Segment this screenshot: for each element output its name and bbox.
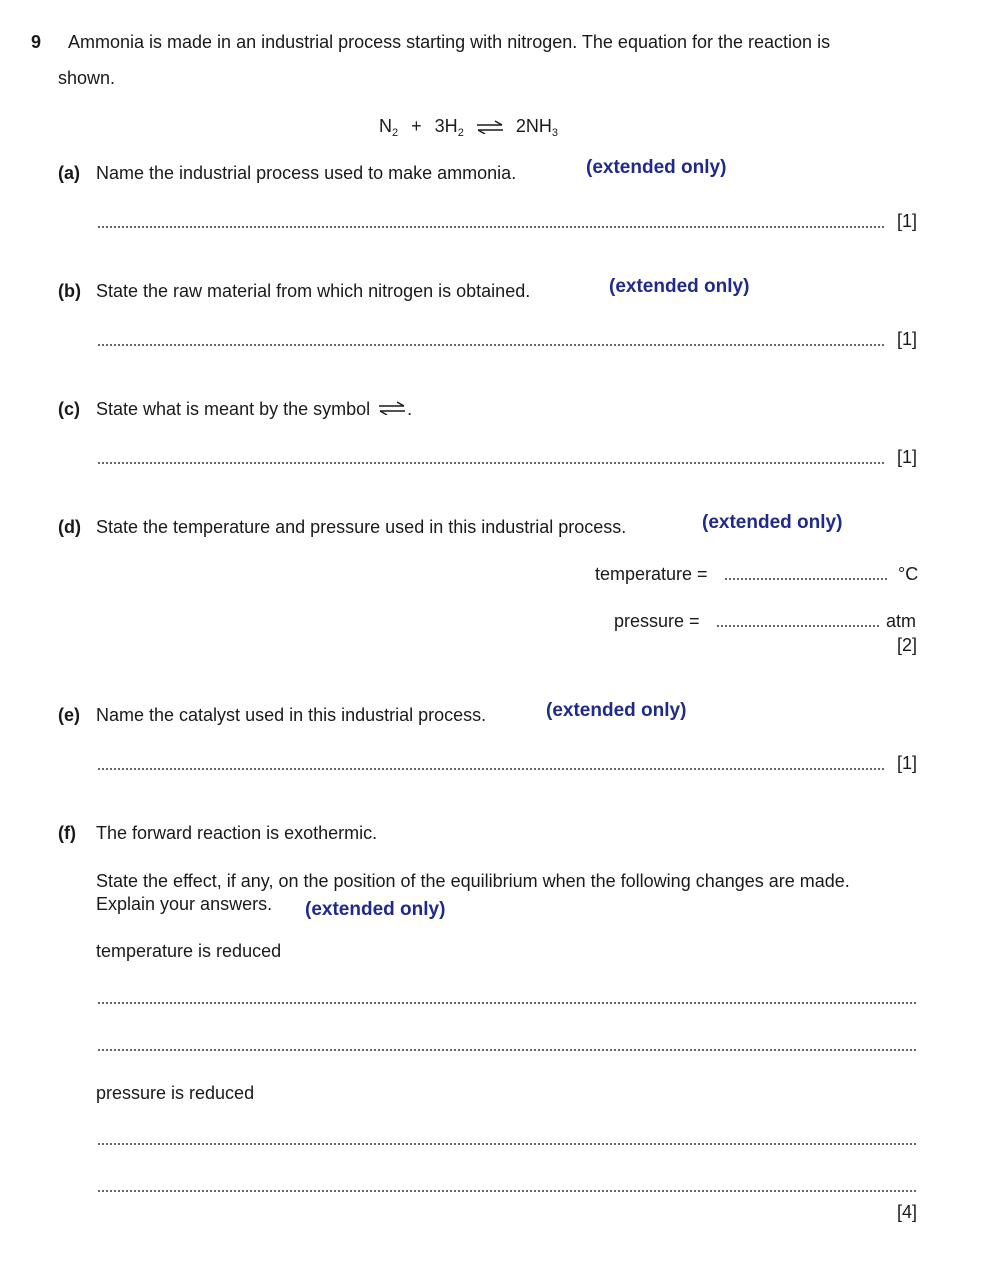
part-b-answer-line[interactable]: [97, 344, 884, 346]
part-e-mark: [1]: [897, 753, 918, 773]
question-number: 9: [31, 32, 42, 52]
part-f-instruction-line1: State the effect, if any, on the position of the equilibrium when the following changes are made.: [96, 871, 850, 891]
plus-sign: +: [411, 116, 422, 136]
temperature-answer-line-2[interactable]: [97, 1049, 918, 1051]
pressure-answer-line-1[interactable]: [97, 1143, 918, 1145]
part-a-extended-tag: (extended only): [586, 157, 727, 178]
question-intro-line1: Ammonia is made in an industrial process starting with nitrogen. The equation for the reaction is: [68, 32, 831, 52]
part-d-mark: [2]: [897, 635, 918, 655]
temperature-reduced-prompt: temperature is reduced: [96, 941, 282, 961]
part-e-extended-tag: (extended only): [546, 700, 687, 721]
pressure-reduced-prompt: pressure is reduced: [96, 1083, 255, 1103]
part-e-text: Name the catalyst used in this industrial process.: [96, 705, 487, 725]
temperature-answer-line[interactable]: [724, 578, 888, 580]
part-f-instruction-line2: Explain your answers.: [96, 894, 273, 914]
part-c-text-end: .: [407, 399, 413, 419]
part-b-extended-tag: (extended only): [609, 276, 750, 297]
temperature-label: temperature =: [595, 564, 708, 584]
temperature-unit: °C: [898, 564, 919, 584]
chemical-equation: [379, 116, 558, 139]
part-d-extended-tag: (extended only): [702, 512, 843, 533]
reactant-hydrogen: $3H_2$: [434, 116, 464, 139]
part-c-answer-line[interactable]: [97, 462, 884, 464]
temperature-answer-line-1[interactable]: [97, 1002, 918, 1004]
part-b-mark: [1]: [897, 329, 918, 349]
part-f-mark: [4]: [897, 1202, 918, 1222]
part-e-label: (e): [58, 705, 80, 725]
part-d-text: State the temperature and pressure used in this industrial process.: [96, 517, 627, 537]
pressure-answer-line[interactable]: [716, 625, 880, 627]
part-a-answer-line[interactable]: [97, 226, 884, 228]
part-a-text: Name the industrial process used to make ammonia.: [96, 163, 517, 183]
part-f-label: (f): [58, 823, 76, 843]
pressure-unit: atm: [886, 611, 917, 631]
part-b-label: (b): [58, 281, 81, 301]
part-c-text-wrap: [96, 399, 412, 420]
part-c-mark: [1]: [897, 447, 918, 467]
part-f-extended-tag: (extended only): [305, 899, 446, 920]
part-a-mark: [1]: [897, 211, 918, 231]
pressure-label: pressure =: [614, 611, 700, 631]
part-e-answer-line[interactable]: [97, 768, 884, 770]
reactant-nitrogen: $N_2$: [379, 116, 399, 139]
part-a-label: (a): [58, 163, 80, 183]
part-c-text: State what is meant by the symbol: [96, 399, 371, 419]
product-ammonia: $2NH_3$: [515, 116, 558, 139]
question-intro-line2: shown.: [58, 68, 116, 88]
part-b-text: State the raw material from which nitrogen is obtained.: [96, 281, 531, 301]
equilibrium-arrow-icon: [475, 120, 505, 134]
pressure-answer-line-2[interactable]: [97, 1190, 918, 1192]
part-f-text: The forward reaction is exothermic.: [96, 823, 378, 843]
part-d-label: (d): [58, 517, 81, 537]
part-c-label: (c): [58, 399, 80, 419]
equilibrium-symbol-icon: [377, 401, 407, 415]
